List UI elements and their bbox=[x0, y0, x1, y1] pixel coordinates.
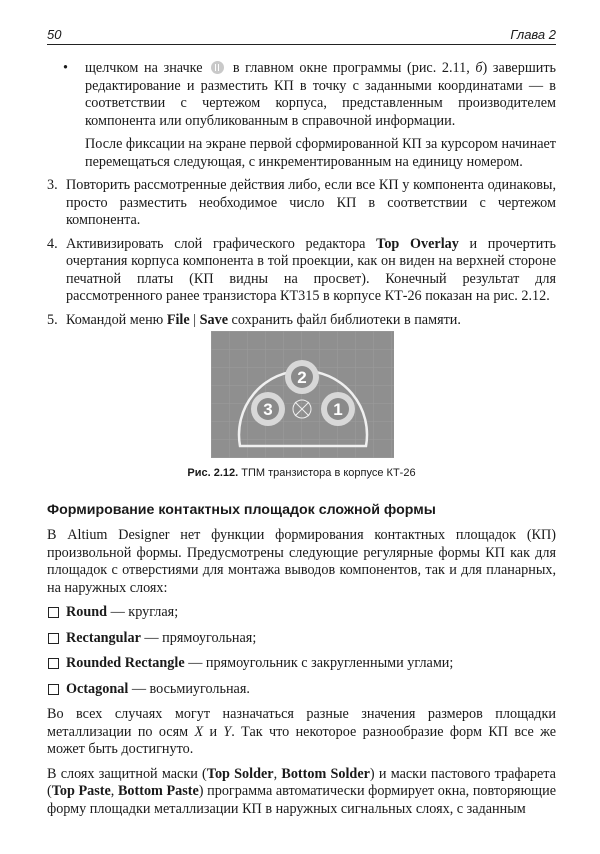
figure-transistor-footprint bbox=[211, 331, 394, 458]
pad-label-2: 2 bbox=[297, 368, 307, 387]
list-item-round: Round — круглая; bbox=[47, 604, 556, 622]
numbered-item-5: 5. Командой меню File | Save сохранить файл библиотеки в памяти. bbox=[47, 311, 461, 328]
pad-label-1: 1 bbox=[333, 400, 343, 419]
checkbox-square-icon bbox=[48, 658, 59, 669]
pad-3 bbox=[251, 392, 285, 426]
sizes-paragraph: Во всех случаях могут назначаться разные значения размеров площадки металлизации по осям X и Y. Так что некоторое разнообразие форм КП все же может быть достигнуто. bbox=[47, 706, 557, 757]
section-title: Формирование контактных площадок сложной формы bbox=[47, 502, 436, 518]
mask-paragraph: В слоях защитной маски (Top Solder, Bottom Solder) и маски пастового трафарета (Top Paste, Bottom Paste) программа автоматически формирует окна, повторяющие форму площадки металлизации КП в наружных сигнальных слоях, с заданным bbox=[47, 765, 556, 817]
figure-caption: Рис. 2.12. ТПМ транзистора в корпусе КТ-26 bbox=[187, 467, 416, 479]
page-number: 50 bbox=[47, 27, 62, 42]
pad-label-3: 3 bbox=[263, 400, 273, 419]
numbered-item-4: 4. Активизировать слой графического редактора Top Overlay и прочертить очертания корпуса компонента в той проекции, как он виден на верхней стороне печатной платы (КП видны на просвет). Конечный результат для рассмотренного ранее транзистора КТ315 в корпусе КТ-26 показан на рис. 2.12. bbox=[47, 235, 557, 304]
main-text-bottom bbox=[47, 527, 556, 825]
checkbox-square-icon bbox=[48, 633, 59, 644]
pad-2 bbox=[285, 360, 319, 394]
pause-icon bbox=[211, 61, 224, 74]
chapter-title: Глава 2 bbox=[510, 27, 556, 42]
main-text-top bbox=[47, 60, 556, 335]
intro-paragraph: В Altium Designer нет функции формирования контактных площадок (КП) произвольной формы. Предусмотрены следующие регулярные формы КП как для площадок с отверстиями для монтажа выводов компонентов, так и для планарных, на наружных слоях: bbox=[47, 527, 556, 596]
checkbox-square-icon bbox=[48, 607, 59, 618]
pad-1 bbox=[321, 392, 355, 426]
sub-paragraph: После фиксации на экране первой сформированной КП за курсором начинает перемещаться следующая, с инкрементированным на единицу номером. bbox=[85, 136, 556, 170]
bullet-mark: • bbox=[63, 60, 68, 76]
list-item-rectangular: Rectangular — прямоугольная; bbox=[47, 630, 556, 648]
list-item-octagonal: Octagonal — восьмиугольная. bbox=[47, 681, 556, 699]
numbered-item-3: 3. Повторить рассмотренные действия либо, если все КП у компонента одинаковы, просто разместить необходимое число КП в соответствии с чертежом компонента. bbox=[47, 177, 556, 228]
bullet-item: • щелчком на значке в главном окне программы (рис. 2.11, б) завершить редактирование и разместить КП в точку с заданными координатами — в соответствии с чертежом корпуса, представленным производителем компонента или опубликованным в справочной информации. bbox=[63, 60, 557, 129]
page-header bbox=[47, 26, 556, 45]
list-item-rounded-rectangle: Rounded Rectangle — прямоугольник с закругленными углами; bbox=[47, 655, 556, 673]
footprint-drawing bbox=[211, 331, 394, 458]
checkbox-square-icon bbox=[48, 684, 59, 695]
